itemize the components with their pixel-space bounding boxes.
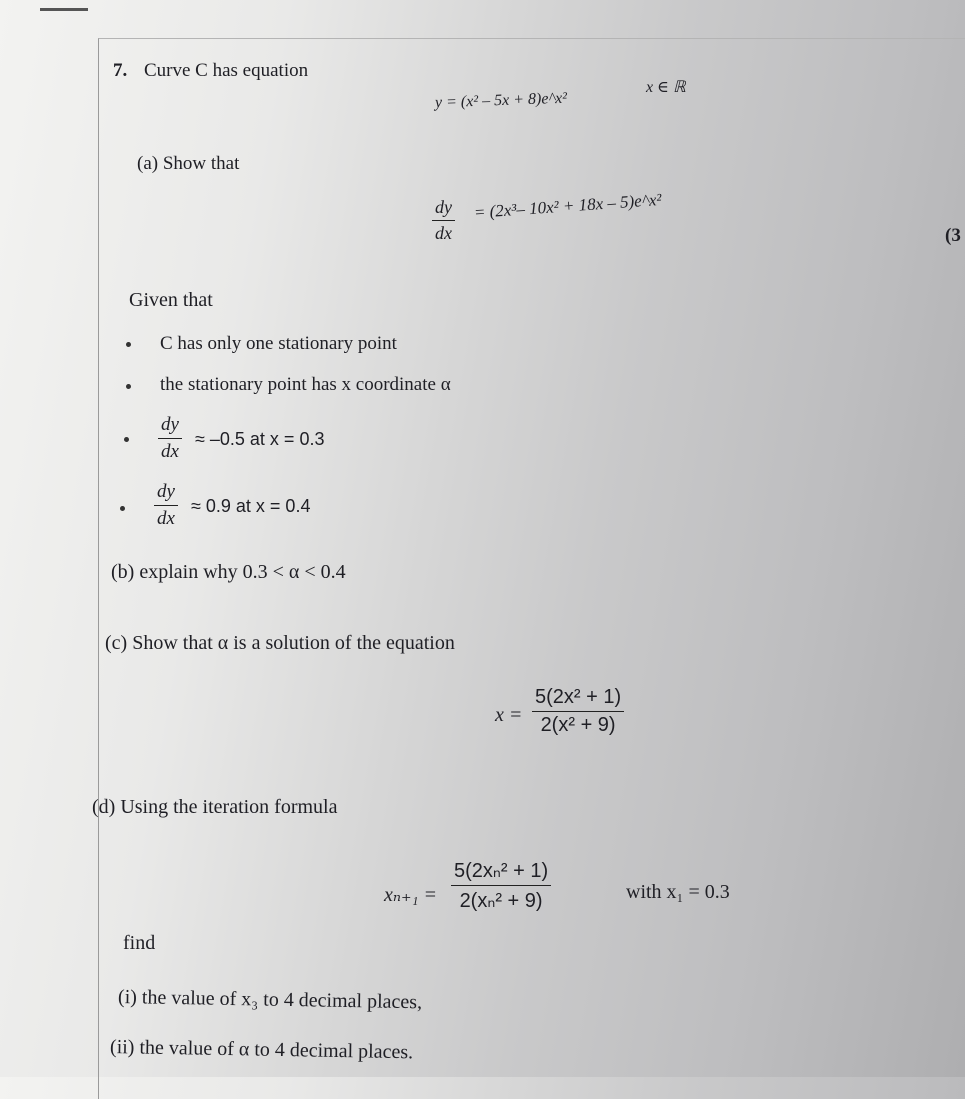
fraction-denominator: 2(xₙ² + 9) bbox=[459, 890, 543, 912]
sub-part-ii: (ii) the value of α to 4 decimal places. bbox=[109, 1036, 414, 1064]
given-item-2: the stationary point has x coordinate α bbox=[160, 374, 451, 395]
bullet-dot bbox=[126, 384, 131, 389]
bullet-dot bbox=[126, 342, 131, 347]
part-d-initial-value: with x₁ = 0.3 bbox=[626, 881, 730, 903]
part-c-fraction bbox=[532, 686, 624, 737]
question-number: 7. bbox=[113, 60, 128, 81]
part-a-label: (a) Show that bbox=[137, 153, 240, 174]
question-intro: Curve C has equation bbox=[144, 60, 309, 81]
fraction-numerator: 5(2x² + 1) bbox=[532, 686, 624, 712]
part-a-derivative-fraction bbox=[432, 197, 455, 244]
bullet-dot bbox=[124, 437, 129, 442]
fraction-numerator: 5(2xₙ² + 1) bbox=[451, 858, 551, 886]
given-item-3-fraction bbox=[158, 414, 182, 463]
part-d-label: (d) Using the iteration formula bbox=[92, 796, 338, 818]
page-edge-mark bbox=[40, 8, 88, 11]
domain-statement: x ∈ ℝ bbox=[646, 79, 686, 96]
bullet-dot bbox=[120, 506, 125, 511]
fraction-denominator: dx bbox=[161, 441, 179, 462]
sub-part-i: (i) the value of x₃ to 4 decimal places, bbox=[117, 986, 423, 1014]
given-item-1: C has only one stationary point bbox=[160, 333, 397, 354]
part-a-derivative-rhs: = (2x³– 10x² + 18x – 5)e^x² bbox=[473, 189, 663, 222]
deriv-numerator: dy bbox=[432, 197, 455, 221]
part-c-lhs: x = bbox=[495, 704, 523, 726]
given-item-4-text: ≈ 0.9 at x = 0.4 bbox=[191, 496, 311, 516]
curve-equation: y = (x² – 5x + 8)e^x² bbox=[434, 89, 568, 112]
part-a-marks: (3 bbox=[945, 225, 961, 246]
given-item-3-text: ≈ –0.5 at x = 0.3 bbox=[195, 429, 325, 449]
fraction-denominator: dx bbox=[157, 508, 175, 529]
part-c-label: (c) Show that α is a solution of the equation bbox=[105, 632, 455, 654]
fraction-numerator: dy bbox=[154, 481, 178, 506]
fraction-denominator: 2(x² + 9) bbox=[540, 714, 616, 736]
fraction-numerator: dy bbox=[158, 414, 182, 439]
find-label: find bbox=[123, 932, 156, 954]
given-item-4-fraction bbox=[154, 481, 178, 530]
deriv-denominator: dx bbox=[435, 223, 452, 243]
part-d-lhs: xₙ₊₁ = bbox=[384, 884, 437, 906]
given-heading: Given that bbox=[129, 289, 213, 311]
part-b: (b) explain why 0.3 < α < 0.4 bbox=[111, 561, 346, 583]
part-d-fraction bbox=[451, 858, 551, 913]
